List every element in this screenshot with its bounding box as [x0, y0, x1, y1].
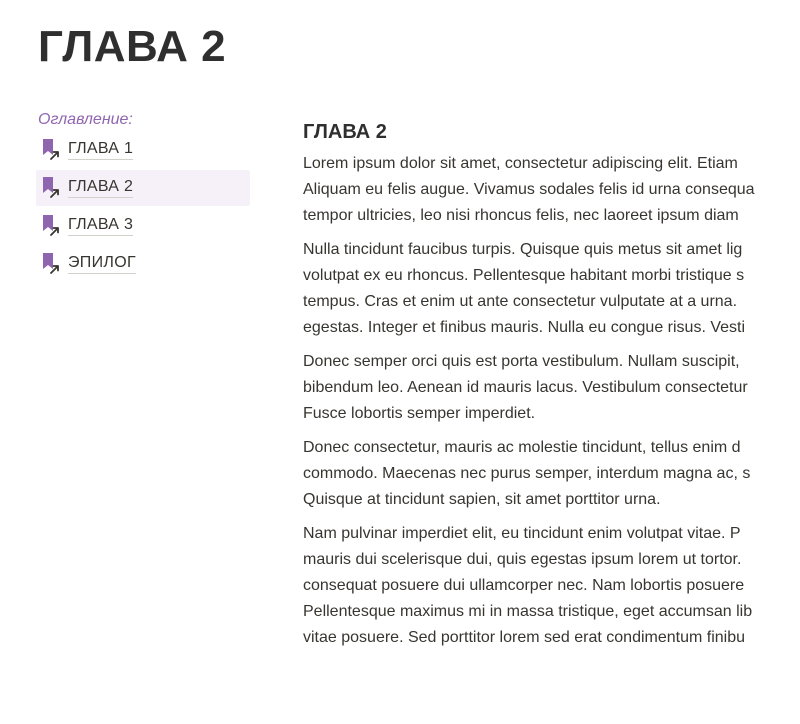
paragraph-line: volutpat ex eu rhoncus. Pellentesque habitant morbi tristique s — [303, 267, 745, 284]
paragraph — [303, 151, 800, 229]
paragraphs — [303, 151, 800, 651]
paragraph — [303, 521, 800, 651]
toc-heading: Оглавление: — [38, 111, 133, 128]
toc-item[interactable] — [36, 132, 250, 168]
paragraph-line: Nam pulvinar imperdiet elit, eu tincidunt enim volutpat vitae. P — [303, 525, 741, 542]
paragraph-line: vitae posuere. Sed porttitor lorem sed erat condimentum finibu — [303, 629, 746, 646]
toc-item-label: ГЛАВА 2 — [68, 178, 133, 198]
paragraph-line: Lorem ipsum dolor sit amet, consectetur adipiscing elit. Etiam — [303, 155, 738, 172]
toc-list — [36, 132, 250, 282]
chapter-content — [303, 121, 800, 659]
paragraph-line: Aliquam eu felis augue. Vivamus sodales felis id urna consequa — [303, 181, 755, 198]
paragraph-line: tempor ultricies, leo nisi rhoncus felis, nec laoreet ipsum diam — [303, 207, 739, 224]
paragraph — [303, 349, 800, 427]
paragraph-line: bibendum leo. Aenean id mauris lacus. Vestibulum consectetur — [303, 379, 748, 396]
toc-item-label: ГЛАВА 1 — [68, 140, 133, 160]
toc-item-label: ГЛАВА 3 — [68, 216, 133, 236]
paragraph — [303, 435, 800, 513]
bookmark-link-icon — [40, 138, 62, 162]
table-of-contents — [36, 108, 250, 284]
toc-item[interactable] — [36, 170, 250, 206]
paragraph-line: Donec consectetur, mauris ac molestie tincidunt, tellus enim d — [303, 439, 741, 456]
toc-item-label: ЭПИЛОГ — [68, 254, 136, 274]
paragraph-line: mauris dui scelerisque dui, quis egestas ipsum lorem ut tortor. — [303, 551, 742, 568]
paragraph-line: Fusce lobortis semper imperdiet. — [303, 405, 536, 422]
paragraph-line: commodo. Maecenas nec purus semper, interdum magna ac, s — [303, 465, 751, 482]
paragraph-line: Nulla tincidunt faucibus turpis. Quisque quis metus sit amet lig — [303, 241, 743, 258]
paragraph-line: Quisque at tincidunt sapien, sit amet porttitor urna. — [303, 491, 661, 508]
section-heading: ГЛАВА 2 — [303, 121, 387, 143]
toc-item[interactable] — [36, 208, 250, 244]
paragraph-line: consequat posuere dui ullamcorper nec. Nam lobortis posuere — [303, 577, 745, 594]
paragraph-line: tempus. Cras et enim ut ante consectetur vulputate at a urna. — [303, 293, 738, 310]
paragraph — [303, 237, 800, 341]
paragraph-line: Pellentesque maximus mi in massa tristique, eget accumsan lib — [303, 603, 753, 620]
bookmark-link-icon — [40, 176, 62, 200]
paragraph-line: egestas. Integer et finibus mauris. Nulla eu congue risus. Vesti — [303, 319, 746, 336]
bookmark-link-icon — [40, 214, 62, 238]
page-title: ГЛАВА 2 — [38, 22, 227, 71]
paragraph-line: Donec semper orci quis est porta vestibulum. Nullam suscipit, — [303, 353, 740, 370]
toc-item[interactable] — [36, 246, 250, 282]
bookmark-link-icon — [40, 252, 62, 276]
